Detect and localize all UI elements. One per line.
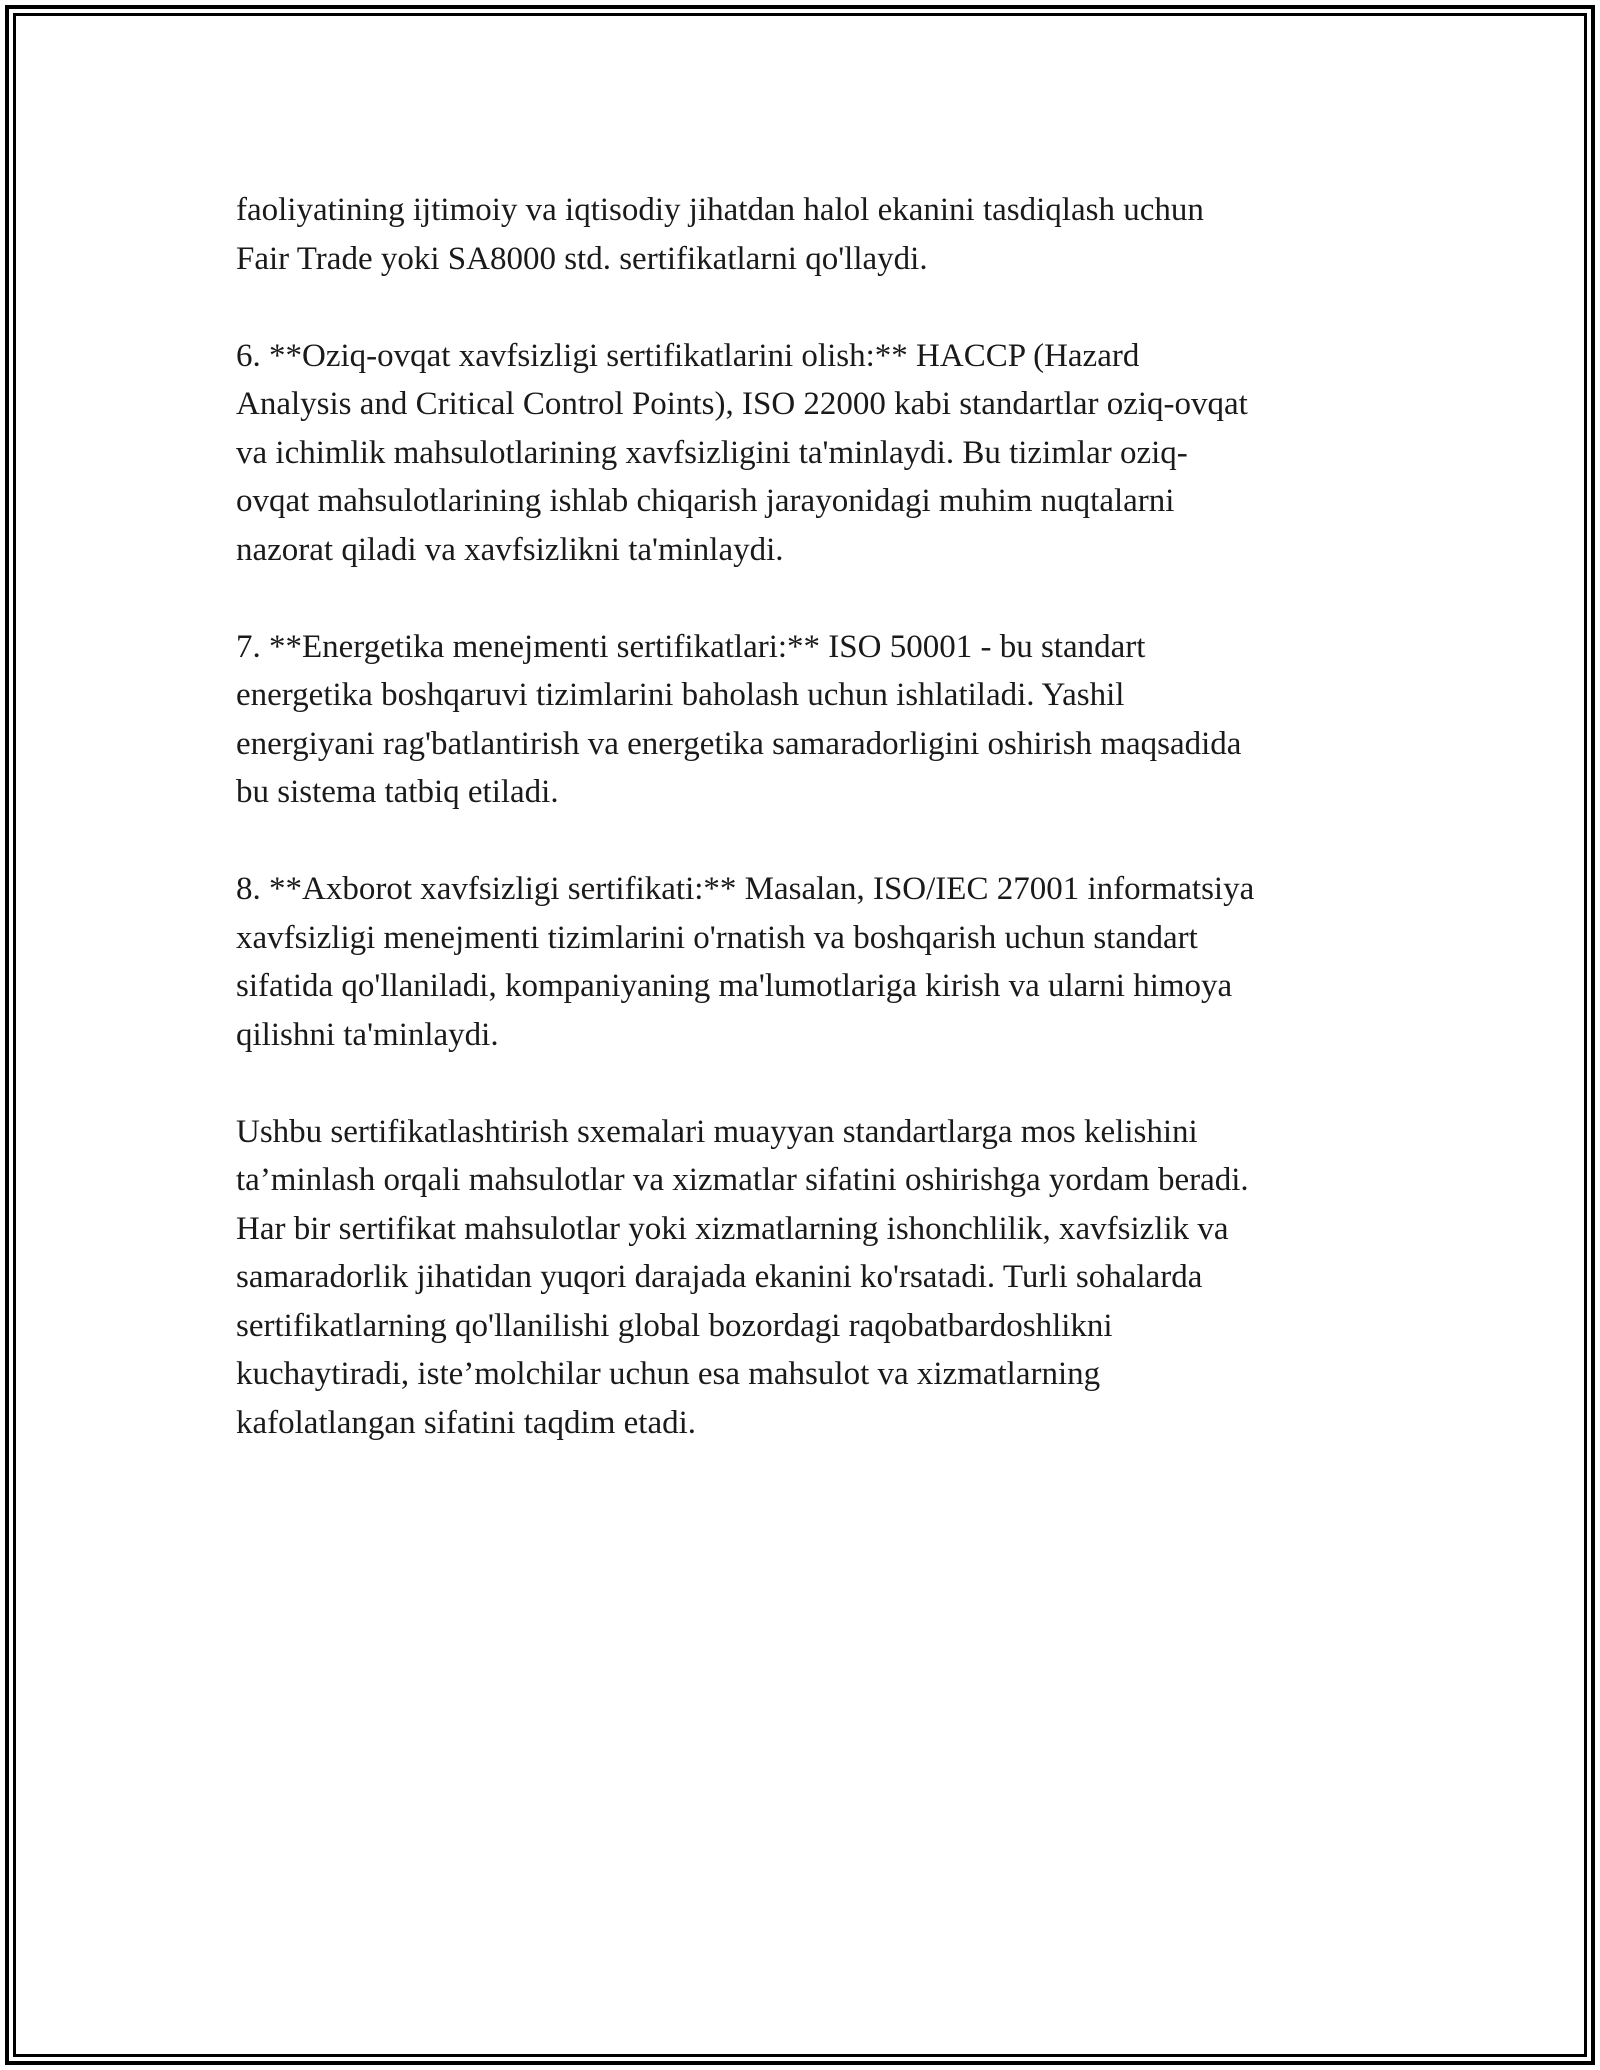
text-line: energiyani rag'batlantirish va energetika samaradorligini oshirish maqsadida bbox=[236, 725, 1242, 762]
text-line: Ushbu sertifikatlashtirish sxemalari muayyan standartlarga mos kelishini bbox=[236, 1113, 1198, 1150]
text-line: faoliyatining ijtimoiy va iqtisodiy jihatdan halol ekanini tasdiqlash uchun bbox=[236, 192, 1204, 228]
paragraph-item-7 bbox=[236, 623, 1396, 817]
text-line: ta’minlash orqali mahsulotlar va xizmatlar sifatini oshirishga yordam beradi. bbox=[236, 1162, 1249, 1198]
text-line: 8. **Axborot xavfsizligi sertifikati:** Masalan, ISO/IEC 27001 informatsiya bbox=[236, 871, 1255, 907]
text-line: bu sistema tatbiq etiladi. bbox=[236, 774, 559, 810]
document-body bbox=[236, 186, 1396, 1496]
text-line: ovqat mahsulotlarining ishlab chiqarish jarayonidagi muhim nuqtalarni bbox=[236, 483, 1175, 519]
text-line: sifatida qo'llaniladi, kompaniyaning ma'lumotlariga kirish va ularni himoya bbox=[236, 968, 1233, 1004]
text-line: nazorat qiladi va xavfsizlikni ta'minlaydi. bbox=[236, 531, 784, 568]
text-line: Fair Trade yoki SA8000 std. sertifikatlarni qo'llaydi. bbox=[236, 240, 928, 277]
text-line: energetika boshqaruvi tizimlarini baholash uchun ishlatiladi. Yashil bbox=[236, 677, 1125, 713]
text-line: kafolatlangan sifatini taqdim etadi. bbox=[236, 1404, 697, 1441]
text-line: 7. **Energetika menejmenti sertifikatlari:** ISO 50001 - bu standart bbox=[236, 628, 1146, 665]
text-line: Analysis and Critical Control Points), ISO 22000 kabi standartlar oziq-ovqat bbox=[236, 386, 1248, 422]
paragraph-item-6 bbox=[236, 332, 1396, 575]
paragraph-intro-continuation bbox=[236, 186, 1396, 283]
paragraph-conclusion bbox=[236, 1108, 1396, 1448]
text-line: qilishni ta'minlaydi. bbox=[236, 1016, 499, 1053]
text-line: va ichimlik mahsulotlarining xavfsizligini ta'minlaydi. Bu tizimlar oziq- bbox=[236, 434, 1188, 471]
text-line: 6. **Oziq-ovqat xavfsizligi sertifikatlarini olish:** HACCP (Hazard bbox=[236, 337, 1140, 374]
text-line: sertifikatlarning qo'llanilishi global bozordagi raqobatbardoshlikni bbox=[236, 1307, 1113, 1344]
text-line: samaradorlik jihatidan yuqori darajada ekanini ko'rsatadi. Turli sohalarda bbox=[236, 1259, 1203, 1295]
text-line: xavfsizligi menejmenti tizimlarini o'rnatish va boshqarish uchun standart bbox=[236, 919, 1198, 956]
text-line: Har bir sertifikat mahsulotlar yoki xizmatlarning ishonchlilik, xavfsizlik va bbox=[236, 1210, 1229, 1247]
paragraph-item-8 bbox=[236, 865, 1396, 1059]
text-line: kuchaytiradi, iste’molchilar uchun esa mahsulot va xizmatlarning bbox=[236, 1356, 1101, 1392]
